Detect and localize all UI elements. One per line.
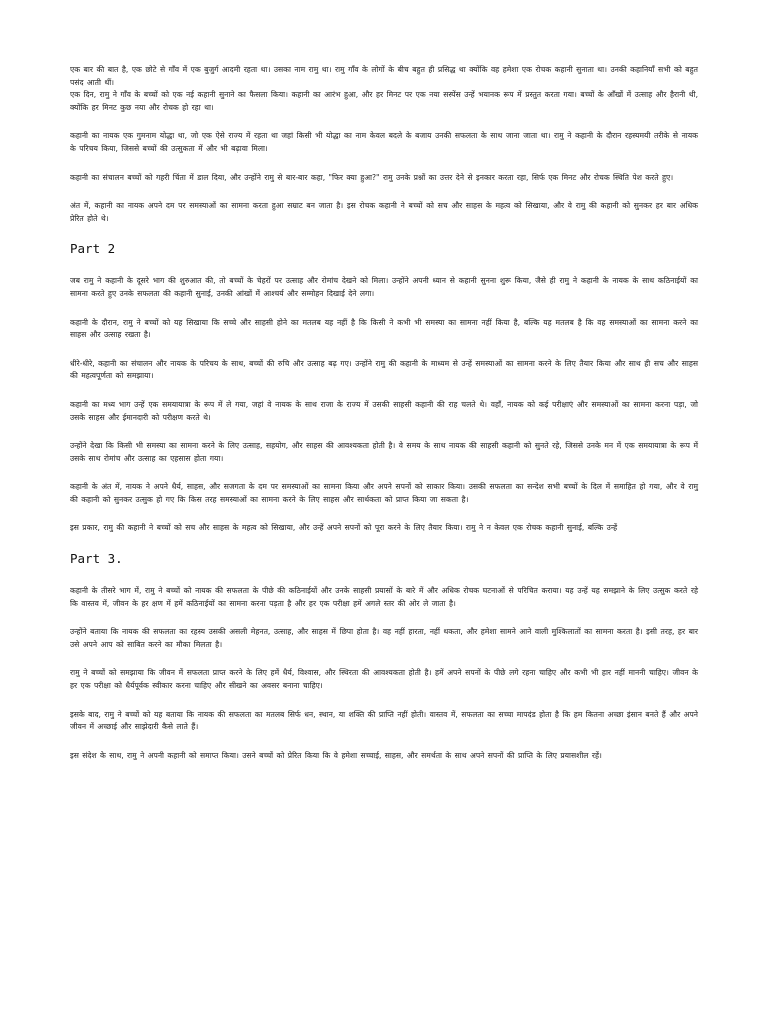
paragraph: उन्होंने बताया कि नायक की सफलता का रहस्य उसकी असली मेहनत, उत्साह, और साहस में छिपा होता है। वह नहीं हारता, नहीं थकता, और हमेशा सामने आने वाली मुश्किलातों का सामना करता है। इसी तरह, हर बार उसे अपने आप को साबित करने का मौका मिलता है। [70,627,698,649]
paragraph: रामु ने बच्चों को समझाया कि जीवन में सफलता प्राप्त करने के लिए हमें धैर्य, विश्वास, और स्थिरता की आवश्यकता होती है। हमें अपने सपनों के पीछे लगे रहना चाहिए और कभी भी हार नहीं माननी चाहिए। जीवन के हर एक परीक्षा को धैर्यपूर्वक स्वीकार करना चाहिए और सीखने का अवसर बनाना चाहिए। [70,668,698,691]
section-heading-part-2: Part 2 [70,241,116,257]
paragraph: एक दिन, रामु ने गाँव के बच्चों को एक नई कहानी सुनाने का फैसला किया। कहानी का आरंभ हुआ, और हर मिनट पर एक नया सस्पेंस उन्हें भयानक रूप में प्रस्तुत करता गया। बच्चों के आँखों में उत्साह और हैरानी थी, क्योंकि हर मिनट कुछ नया और रोचक हो रहा था। [70,90,698,112]
paragraph: इस प्रकार, रामु की कहानी ने बच्चों को सच और साहस के महत्व को सिखाया, और उन्हें अपने सपनों को पूरा करने के लिए तैयार किया। रामु ने न केवल एक रोचक कहानी सुनाई, बल्कि उन्हें [70,523,618,533]
section-heading-part-3: Part 3. [70,551,123,567]
paragraph: एक बार की बात है, एक छोटे से गाँव में एक बुजुर्ग आदमी रहता था। उसका नाम रामु था। रामु गाँव के लोगों के बीच बहुत ही प्रसिद्ध था क्योंकि वह हमेशा एक रोचक कहानी सुनाता था। उनकी कहानियाँ सभी को बहुत पसंद आती थीं। [70,65,698,87]
paragraph: धीरे-धीरे, कहानी का संचालन और नायक के परिचय के साथ, बच्चों की रुचि और उत्साह बढ़ गए। उन्होंने रामु की कहानी के माध्यम से उन्हें समस्याओं का सामना करने के लिए तैयार किया और साथ ही सच और साहस की महत्वपूर्णता को समझाया। [70,358,698,381]
paragraph: इसके बाद, रामु ने बच्चों को यह बताया कि नायक की सफलता का मतलब सिर्फ धन, स्थान, या शक्ति की प्राप्ति नहीं होती। वास्तव में, सफलता का सच्चा मापदंड होता है कि हम कितना अच्छा इंसान बनते हैं और अपने जीवन में अच्छाई और साझेदारी कैसे लाते हैं। [70,709,698,732]
paragraph: कहानी का संचालन बच्चों को गहरी चिंता में डाल दिया, और उन्होंने रामु से बार-बार कहा, "फिर क्या हुआ?" रामु उनके प्रश्नों का उत्तर देने से इनकार करता रहा, सिर्फ एक मिनट और रोचक स्थिति पेश करते हुए। [70,172,674,182]
paragraph: कहानी के तीसरे भाग में, रामु ने बच्चों को नायक की सफलता के पीछे की कठिनाईयों और उनके साहसी प्रयासों के बारे में और अधिक रोचक घटनाओं से परिचित कराया। यह उन्हें यह समझाने के लिए उत्सुक करते रहे कि वास्तव में, जीवन के हर क्षण में हमें कठिनाईयों का सामना करना पड़ता है और हर एक परीक्षा हमें अगले स्तर की ओर ले जाता है। [70,586,698,608]
paragraph: कहानी का नायक एक गुमनाम योद्धा था, जो एक ऐसे राज्य में रहता था जहां किसी भी योद्धा का नाम केवल बदले के बजाय उनकी सफलता के साथ जाना जाता था। रामु ने कहानी के दौरान रहस्यमयी तरीके से नायक के परिचय किया, जिससे बच्चों की उत्सुकता में और भी बढ़ावा मिला। [70,131,698,153]
paragraph: कहानी का मध्य भाग उन्हें एक समयायात्रा के रूप में ले गया, जहां वे नायक के साथ राजा के राज्य में उसकी साहसी कहानी की राह चलते थे। वहाँ, नायक को कई परीक्षाएं और समस्याओं का सामना करना पड़ा, जो उसके साहस और ईमानदारी को परीक्षण करते थे। [70,399,698,422]
paragraph: कहानी के दौरान, रामु ने बच्चों को यह सिखाया कि सच्चे और साहसी होने का मतलब यह नहीं है कि किसी ने कभी भी समस्या का सामना नहीं किया है, बल्कि यह मतलब है कि वह समस्याओं का सामना करने का साहस और उत्साह रखता है। [70,317,698,340]
paragraph: इस संदेश के साथ, रामु ने अपनी कहानी को समाप्त किया। उसने बच्चों को प्रेरित किया कि वे हमेशा सच्चाई, साहस, और समर्थता के साथ अपने सपनों की प्राप्ति के लिए प्रयासशील रहें। [70,750,602,760]
paragraph: कहानी के अंत में, नायक ने अपने धैर्य, साहस, और सजगता के दम पर समस्याओं का सामना किया और अपने सपनों को साकार किया। उसकी सफलता का सन्देश सभी बच्चों के दिल में समाहित हो गया, और वे रामु की कहानी को सुनकर उत्सुक हो गए कि किस तरह समस्याओं का सामना करने के लिए साहस और सार्थकता को प्राप्त किया जा सकता है। [70,482,698,504]
paragraph: अंत में, कहानी का नायक अपने दम पर समस्याओं का सामना करता हुआ सम्राट बन जाता है। इस रोचक कहानी ने बच्चों को सच और साहस के महत्व को सिखाया, और वे रामु की कहानी को सुनकर हर बार अधिक प्रेरित होते थे। [70,201,698,223]
paragraph: जब रामु ने कहानी के दूसरे भाग की शुरुआत की, तो बच्चों के चेहरों पर उत्साह और रोमांच देखने को मिला। उन्होंने अपनी ध्यान से कहानी सुनना शुरू किया, जैसे ही रामु ने कहानी के नायक के साथ कठिनाईयों का सामना करते हुए उनके सफलता की कहानी सुनाई, उनकी आंखों में आश्चर्य और सम्मोहन दिखाई देने लगा। [70,276,699,298]
paragraph: उन्होंने देखा कि किसी भी समस्या का सामना करने के लिए उत्साह, सहयोग, और साहस की आवश्यकता होती है। वे समय के साथ नायक की साहसी कहानी को सुनते रहे, जिससे उनके मन में एक समयायात्रा के रूप में उसके साथ रोमांच और उत्साह का एहसास होता गया। [70,441,698,463]
